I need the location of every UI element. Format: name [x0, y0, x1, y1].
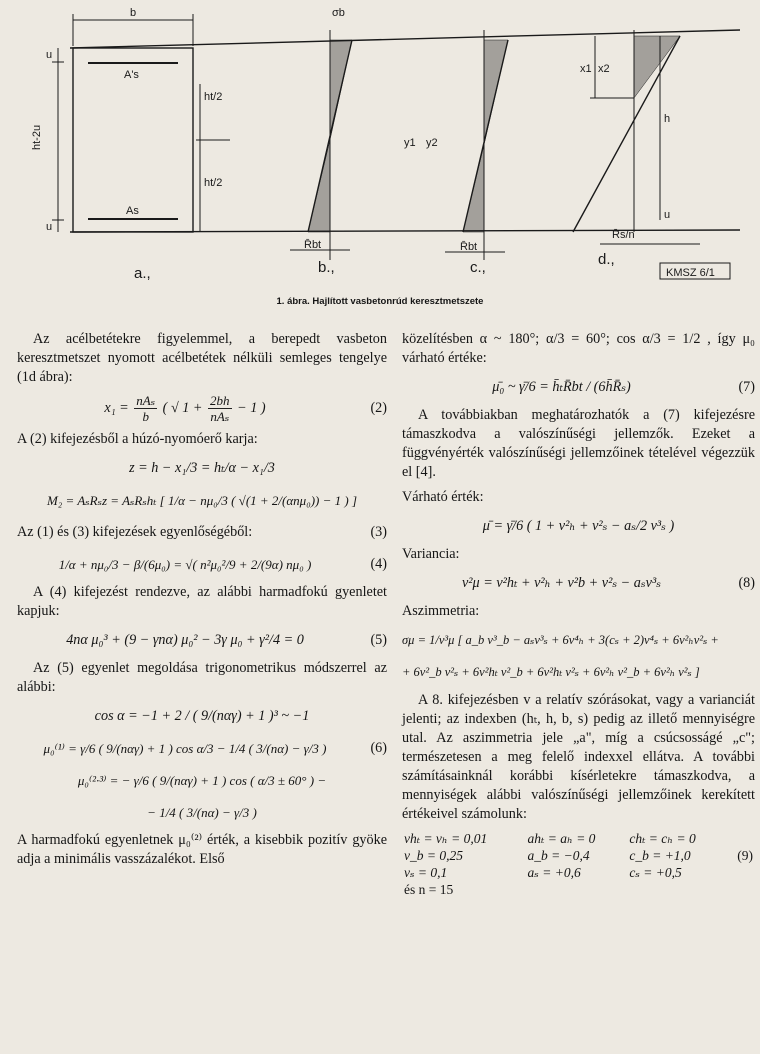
stamp: KMSZ 6/1 — [666, 267, 715, 279]
eq2-frac-2: $\frac{2bh}{\text{nAₛ}}$ — [210, 393, 230, 424]
equation-number: (9) — [737, 848, 753, 863]
equation-5: 4nα μ₀³ + (9 − γnα) μ₀² − 3γ μ₀ + γ²/4 = 0 (5) — [66, 631, 387, 648]
label-x2: x2 — [598, 63, 610, 75]
label-as-top: A's — [124, 69, 139, 81]
label-b: b — [130, 7, 137, 19]
label-u-right: u — [664, 209, 671, 221]
label-rbt-2: R̄bt — [460, 241, 478, 253]
equation-number: (4) — [370, 555, 387, 572]
label-u-bottom: u — [46, 221, 53, 233]
paragraph: közelítésben α ~ 180°; α/3 = 60°; cos α/3 = 1/2 , így μ₀ várható értéke: — [402, 331, 755, 366]
equation-m2: M₂ = AₛRₛz = AₛRₛhₜ [ 1/α − nμ₀/3 ( √(1 + 2/(αnμ₀)) − 1 ) ] — [46, 492, 358, 508]
table-row: és n = 15 — [404, 882, 454, 897]
equation-number: (5) — [370, 631, 387, 648]
equation-asymmetry-1: σμ = 1/v³μ [ a_b v³_b − aₛv³ₛ + 6v⁴ₕ + 3(cₛ + 2)v⁴ₛ + 6v²ₕv²ₛ + — [402, 632, 719, 647]
label-h-minus-2u: ht-2u — [31, 124, 43, 150]
equation-7: μ̄₀ ~ γ̄/6 = h̄ₜR̄bt / (6h̄R̄ₛ) (7) — [492, 378, 755, 395]
equation-asymmetry-2: + 6v²_b v²ₛ + 6v²hₜ v²_b + 6v²hₜ v²ₛ + 6v²ₕ v²_b + 6v²ₕ v²ₛ ] — [402, 664, 700, 679]
label-h: h — [664, 113, 671, 125]
cross-section-diagram — [0, 0, 760, 300]
table-row: vhₜ = vₕ = 0,01 ahₜ = aₕ = 0 chₜ = cₕ = 0 — [404, 831, 696, 846]
equation-number: (2) — [370, 400, 387, 416]
equation-number: (6) — [370, 739, 387, 756]
paragraph: Aszimmetria: — [402, 603, 480, 619]
label-rs-n: R̄s/n — [612, 229, 635, 241]
equation-8: v²μ = v²hₜ + v²ₕ + v²b + v²ₛ − aₛv³ₛ (8) — [461, 574, 755, 591]
equation-4: 1/α + nμ₀/3 − β/(6μ₀) = √( n²μ₀²/9 + 2/(9α) nμ₀ ) (4) — [58, 555, 387, 572]
label-x1: x1 — [580, 63, 592, 75]
label-y2: y2 — [426, 137, 438, 149]
table-row: v_b = 0,25 a_b = −0,4 c_b = +1,0 (9) — [404, 848, 753, 863]
paragraph-with-number: Az (1) és (3) kifejezések egyenlőségéből: (3) — [17, 523, 387, 540]
equation-9-table — [402, 830, 755, 898]
table-row: vₛ = 0,1 aₛ = +0,6 cₛ = +0,5 — [404, 865, 682, 880]
label-c-diagram: c., — [470, 259, 486, 276]
label-y1: y1 — [404, 137, 416, 149]
paragraph: A (2) kifejezésből a húzó-nyomóerő karja: — [17, 431, 258, 447]
right-column — [402, 330, 755, 898]
label-sigma-b: σb — [332, 7, 345, 19]
equation-number: (8) — [738, 574, 755, 591]
eq2-end: − 1 ) — [237, 399, 266, 416]
equation-number: (7) — [738, 378, 755, 395]
eq2-lhs: x₁ = — [104, 399, 129, 416]
paragraph: Az acélbetétekre figyelemmel, a berepedt vasbeton keresztmetszet nyomott acélbetétek nélküli semleges tengelye (1d ábra): — [17, 331, 387, 385]
label-ht2-a: ht/2 — [204, 91, 223, 103]
paragraph: A harmadfokú egyenletnek μ₀⁽²⁾ érték, a kisebbik pozitív gyöke adja a minimális vasszázalékot. Első — [17, 832, 387, 867]
equation-2 — [17, 393, 387, 424]
paragraph: Várható érték: — [402, 489, 484, 505]
paragraph: A (4) kifejezést rendezve, az alábbi harmadfokú gyenletet kapjuk: — [17, 584, 387, 619]
label-ht2-b: ht/2 — [204, 177, 223, 189]
paragraph: A továbbiakban meghatározhatók a (7) kifejezésre támaszkodva a valószínűségi jellemzők. Ezeket a függvényérték valószínűségi jellemzőinek tételével végezzük el [4]. — [402, 407, 755, 480]
label-rbt-1: R̄bt — [304, 239, 322, 251]
paragraph: Az (5) egyenlet megoldása trigonometrikus módszerrel az alábbi: — [17, 660, 387, 695]
equation-expected: μ̄ = γ̄/6 ( 1 + v²ₕ + v²ₛ − aₛ/2 v³ₛ ) — [482, 517, 675, 534]
label-u-top: u — [46, 49, 53, 61]
equation-z: z = h − x₁/3 = hₜ/α − x₁/3 — [129, 459, 275, 476]
eq2-mid: ( √ 1 + — [162, 399, 203, 416]
equation-6c: − 1/4 ( 3/(nα) − γ/3 ) — [147, 804, 257, 820]
label-a: a., — [134, 265, 151, 282]
figure-caption: 1. ábra. Hajlított vasbetonrúd keresztmetszete — [276, 296, 484, 307]
paragraph: Variancia: — [402, 546, 460, 562]
equation-6: μ₀⁽¹⁾ = γ/6 ( 9/(nαγ) + 1 ) cos α/3 − 1/4 ( 3/(nα) − γ/3 ) (6) — [43, 739, 387, 756]
paragraph: A 8. kifejezésben v a relatív szórásokat, vagy a varianciát jelenti; az indexben (hₜ, h, b, s) pedig az illető mennyiségre utal. Az aszimmetria jele „a", míg a csúcsosságé „c"; természetesen a meg felelő indexxel ellátva. A további számításainknál korábbi kísérletekre támaszkodva, a mennyiségek alábbi valószínűségi jellemzőinek kerekített értékeivel számolunk: — [402, 692, 755, 822]
equation-6b: μ₀⁽²·³⁾ = − γ/6 ( 9/(nαγ) + 1 ) cos ( α/3 ± 60° ) − — [77, 772, 327, 788]
label-as-bottom: As — [126, 205, 139, 217]
label-d-diagram: d., — [598, 251, 615, 268]
equation-cos: cos α = −1 + 2 / ( 9/(nαγ) + 1 )³ ~ −1 — [94, 707, 310, 724]
left-column — [17, 330, 387, 875]
label-b-diagram: b., — [318, 259, 335, 276]
figure — [0, 0, 760, 300]
eq2-frac-1: $\frac{\text{nAₛ}}{b}$ — [136, 393, 156, 424]
